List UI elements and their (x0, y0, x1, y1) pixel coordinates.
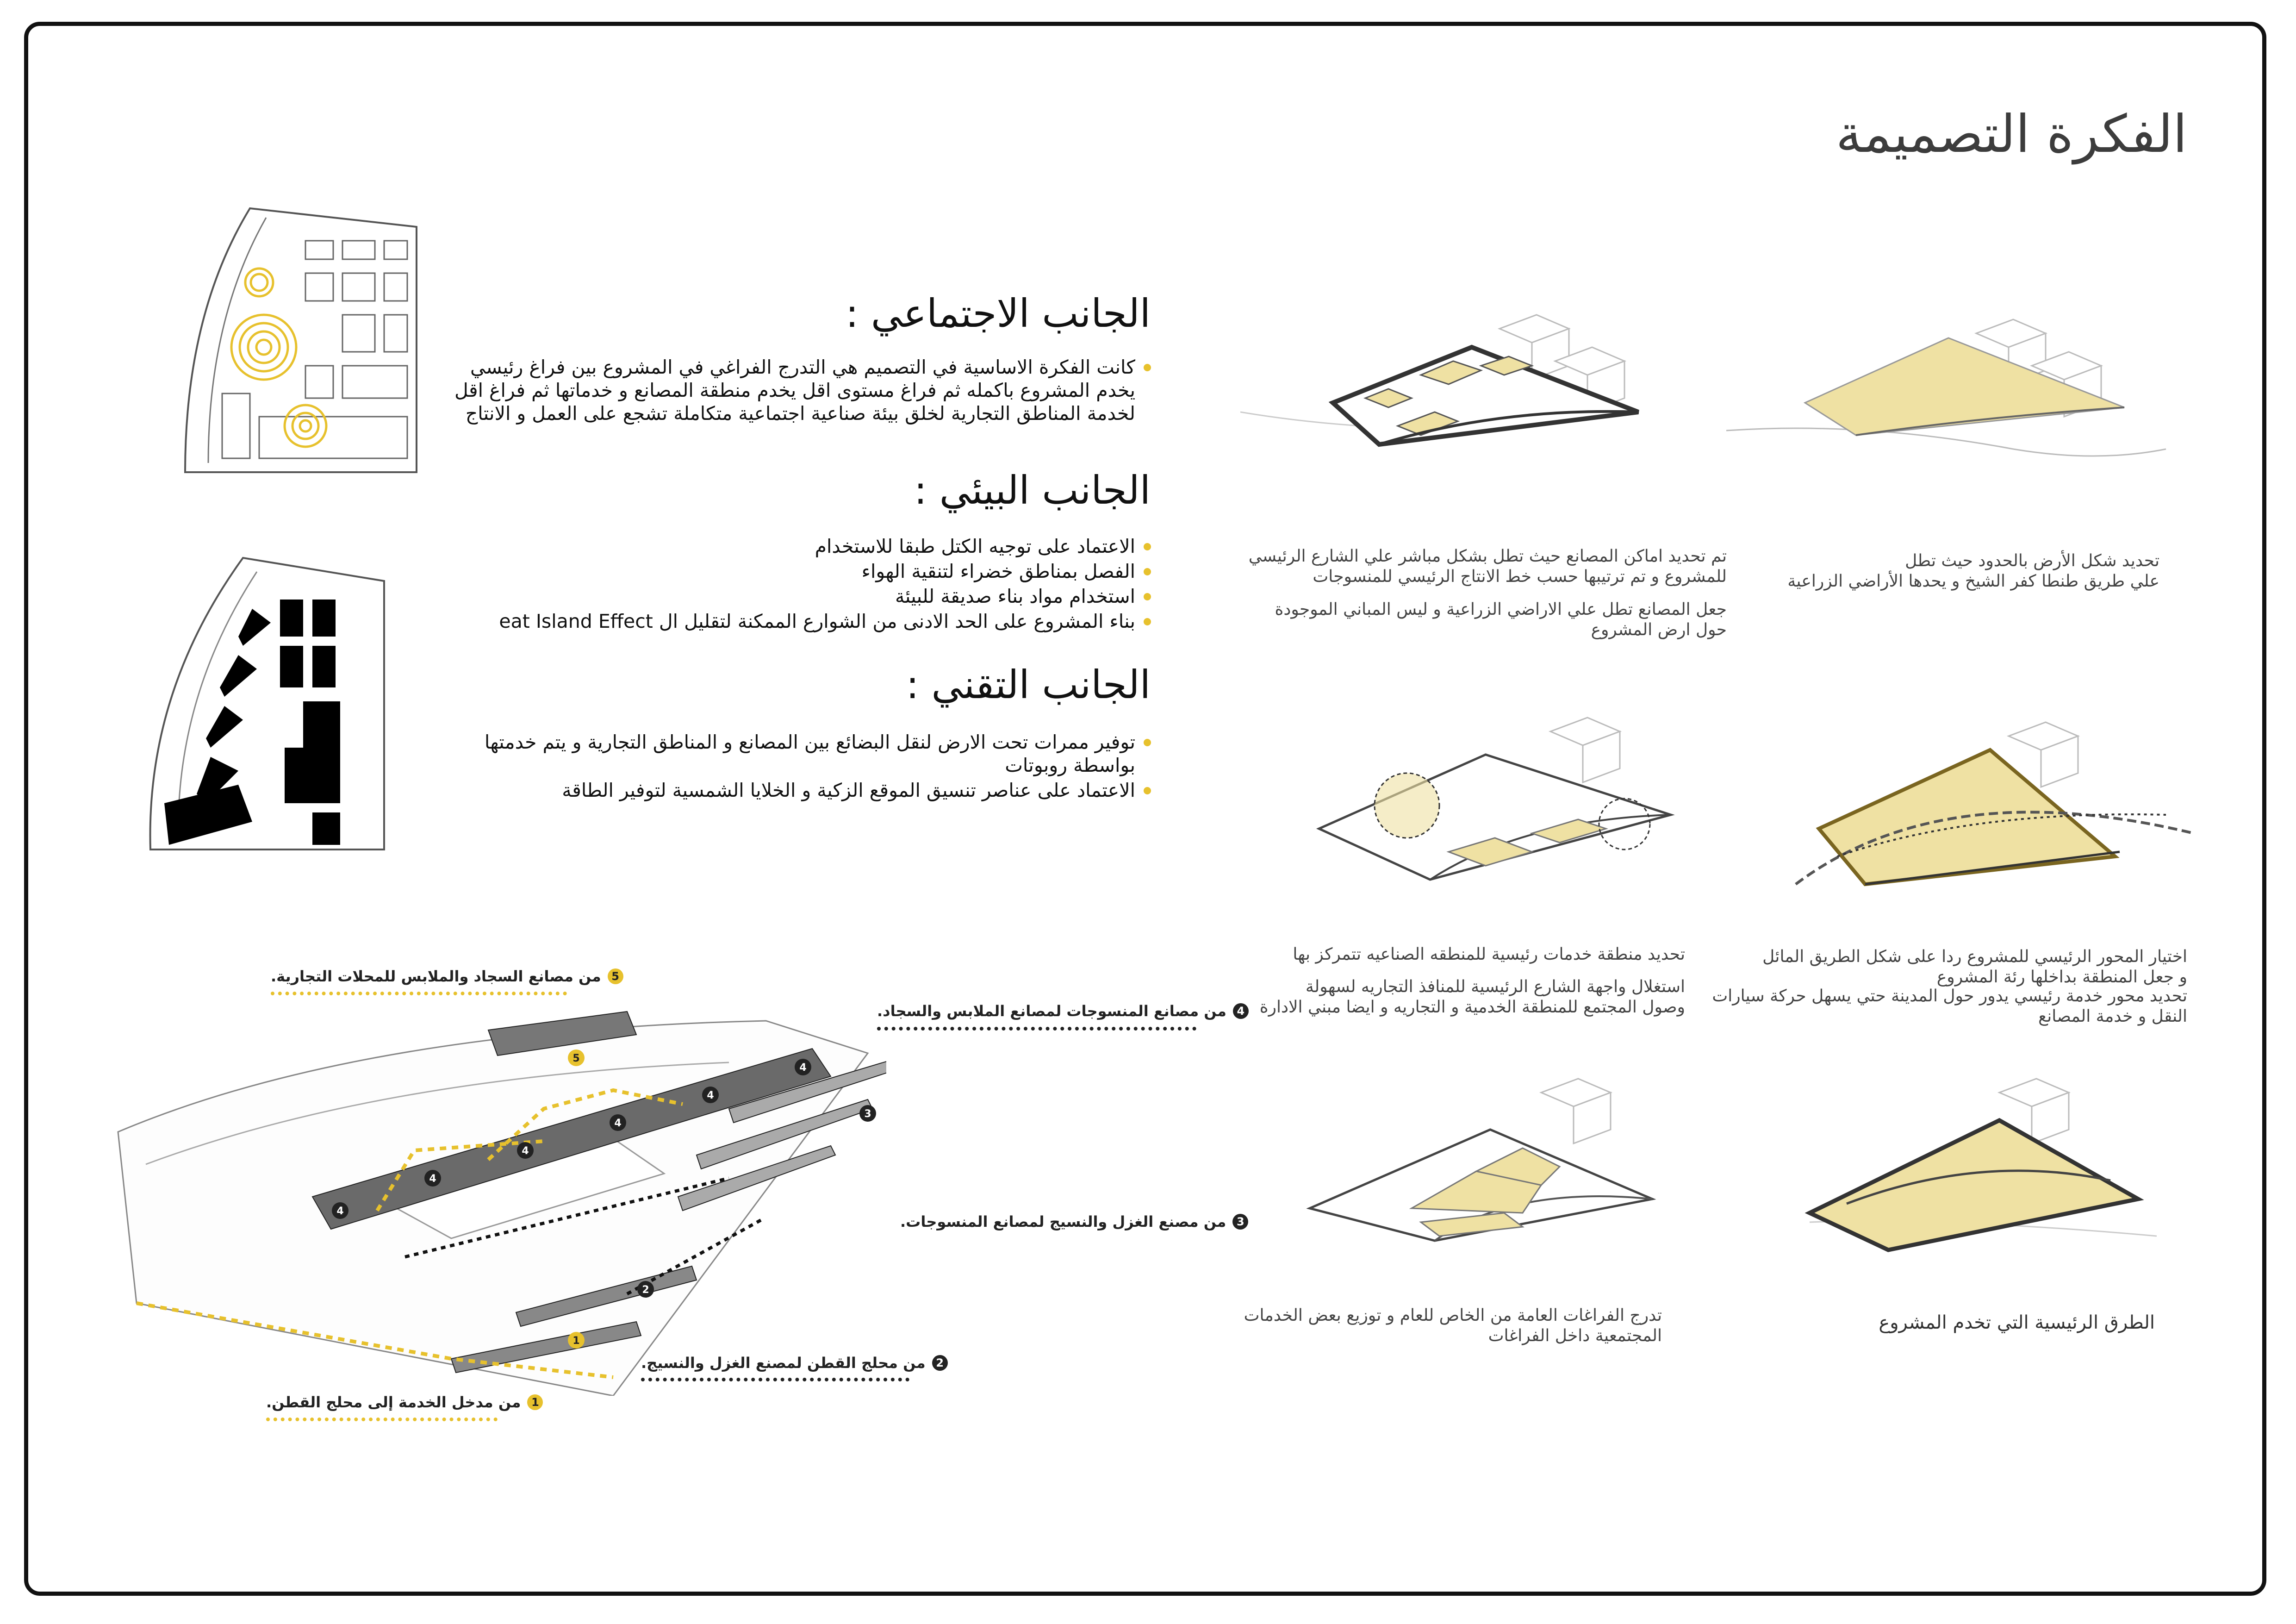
page-title: الفكرة التصميمة (1836, 104, 2187, 164)
environmental-bullet-4: بناء المشروع على الحد الادنى من الشوارع الممكنة لتقليل ال eat Island Effect (431, 610, 1153, 633)
flow-number-1: 1 (527, 1394, 543, 1410)
environmental-bullet-2: الفصل بمناطق خضراء لتنقية الهواء (431, 560, 1153, 583)
flow-label-3 (900, 1213, 1248, 1230)
diagram-space-hierarchy (1282, 1065, 1699, 1259)
flow-line-5 (271, 992, 567, 995)
svg-text:4: 4 (799, 1062, 807, 1074)
caption-factory-placement: تم تحديد اماكن المصانع حيث تطل بشكل مباشر علي الشارع الرئيسي للمشروع و تم ترتيبها حسب خط الانتاج الرئيسي للمنسوجات (1248, 547, 1727, 586)
flow-text-5: من مصانع السجاد والملابس للمحلات التجارية. (271, 968, 601, 985)
social-spaces-plan (167, 199, 426, 477)
technical-heading: الجانب التقني : (906, 662, 1151, 707)
caption-site-boundary: تحديد شكل الأرض بالحدود حيث تطل علي طريق طنطا كفر الشيخ و يحدها الأراضي الزراعية (1787, 551, 2159, 591)
flow-label-5 (271, 968, 623, 985)
social-heading: الجانب الاجتماعي : (845, 291, 1151, 336)
social-bullet-1: كانت الفكرة الاساسية في التصميم هي التدرج الفراغي في المشروع بين فراغ رئيسي يخدم المشروع باكمله ثم فراغ مستوى اقل يخدم منطقة المصانع و خدماتها ثم فراغ اقل لخدمة المناطق التجارية لخلق بيئة صناعية اجتماعية متكاملة تشجع على العمل و الانتاج (431, 356, 1153, 425)
flow-label-2 (641, 1354, 948, 1372)
flow-number-5: 5 (608, 968, 623, 984)
caption-main-roads: الطرق الرئيسية التي تخدم المشروع (1879, 1312, 2155, 1333)
environmental-heading: الجانب البيئي : (914, 468, 1151, 513)
caption-main-axis: اختيار المحور الرئيسي للمشروع ردا على شكل الطريق المائل و جعل المنطقة بداخلها رئة المشروع (1762, 947, 2187, 987)
production-flow-axonometric (81, 970, 886, 1396)
flow-text-4: من مصانع المنسوجات لمصانع الملابس والسجاد. (877, 1002, 1226, 1020)
diagram-main-axis (1749, 718, 2221, 917)
flow-label-1 (266, 1393, 543, 1411)
caption-service-zone: تحديد منطقة خدمات رئيسية للمنطقه الصناعيه تتمركز بها (1293, 945, 1685, 964)
diagram-main-roads (1740, 1065, 2184, 1259)
technical-bullet-2: الاعتماد على عناصر تنسيق الموقع الزكية و الخلايا الشمسية لتوفير الطاقة (431, 779, 1153, 802)
svg-text:1: 1 (572, 1335, 580, 1347)
svg-text:4: 4 (429, 1173, 436, 1185)
flow-line-2 (641, 1378, 909, 1381)
technical-bullet-1: توفير ممرات تحت الارض لنقل البضائع بين المصانع و المناطق التجارية و يتم خدمتها بواسطة روبوتات (431, 731, 1153, 777)
environmental-bullets (431, 535, 1153, 635)
flow-line-1 (266, 1418, 498, 1421)
diagram-site-boundary (1726, 296, 2171, 495)
diagram-service-zone (1291, 713, 1708, 907)
flow-text-1: من مدخل الخدمة إلى محلج القطن. (266, 1393, 521, 1411)
flow-text-2: من محلج القطن لمصنع الغزل والنسيج. (641, 1354, 926, 1372)
technical-bullets (431, 731, 1153, 804)
svg-text:3: 3 (864, 1108, 871, 1120)
flow-number-2: 2 (932, 1355, 948, 1371)
caption-space-hierarchy: تدرج الفراغات العامة من الخاص للعام و توزيع بعض الخدمات المجتمعية داخل الفراغات (1244, 1306, 1662, 1345)
svg-text:4: 4 (614, 1118, 622, 1129)
svg-text:4: 4 (707, 1090, 714, 1101)
flow-number-3: 3 (1232, 1214, 1248, 1230)
flow-text-3: من مصنع الغزل والنسيج لمصانع المنسوجات. (900, 1213, 1226, 1230)
environmental-bullet-3: استخدام مواد بناء صديقة للبيئة (431, 585, 1153, 608)
svg-text:4: 4 (336, 1206, 344, 1217)
svg-text:4: 4 (522, 1145, 529, 1157)
environmental-massing-plan (132, 553, 396, 854)
flow-number-4: 4 (1233, 1003, 1249, 1019)
flow-line-4 (877, 1027, 1196, 1031)
diagram-factory-placement (1240, 296, 1685, 495)
environmental-bullet-1: الاعتماد على توجيه الكتل طبقا للاستخدام (431, 535, 1153, 558)
social-bullets (431, 356, 1153, 427)
svg-text:5: 5 (572, 1053, 580, 1064)
caption-main-axis-2: تحديد محور خدمة رئيسي يدور حول المدينة حتي يسهل حركة سيارات النقل و خدمة المصانع (1712, 987, 2187, 1026)
svg-text:2: 2 (642, 1284, 649, 1296)
caption-service-zone-2: استغلال واجهة الشارع الرئيسية للمنافذ التجاريه لسهولة وصول المجتمع للمنطقة الخدمية و التجاريه و ايضا مبني الادارة (1259, 977, 1685, 1017)
caption-factory-placement-2: جعل المصانع تطل علي الاراضي الزراعية و ليس المباني الموجودة حول ارض المشروع (1275, 600, 1727, 639)
